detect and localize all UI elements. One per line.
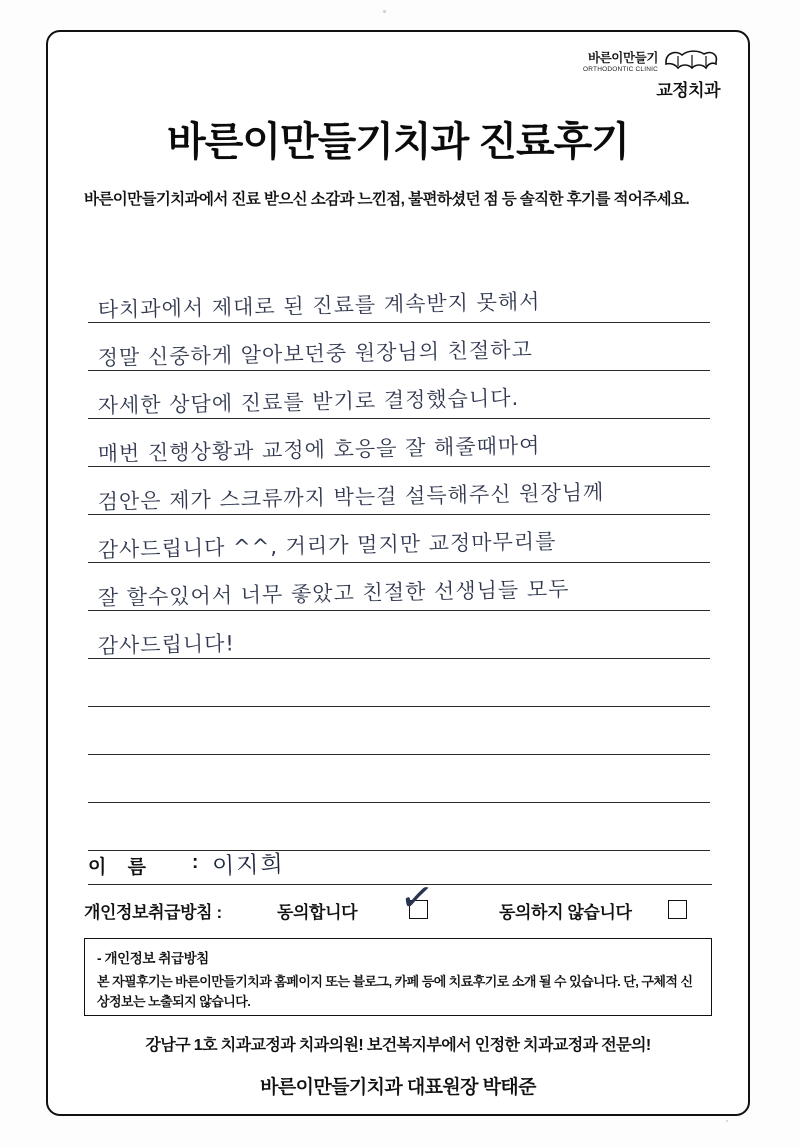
handwritten-line bbox=[98, 666, 710, 678]
handwriting-area bbox=[88, 280, 710, 820]
name-field bbox=[88, 850, 712, 884]
handwritten-line: 감사드립니다 ^^, 거리가 멀지만 교정마무리를 bbox=[97, 529, 557, 563]
handwritten-line bbox=[98, 810, 710, 822]
consent-label: 개인정보취급방침 : bbox=[84, 903, 222, 922]
teeth-logo-icon bbox=[662, 48, 720, 74]
privacy-policy-title: - 개인정보 취급방침 bbox=[97, 951, 209, 966]
footer-tagline: 강남구 1호 치과교정과 치과의원! 보건복지부에서 인정한 치과교정과 전문의! bbox=[145, 1037, 651, 1054]
handwritten-line: 잘 할수있어서 너무 좋았고 친절한 선생님들 모두 bbox=[97, 576, 570, 611]
instructions-text: 바른이만들기치과에서 진료 받으신 소감과 느낀점, 불편하셨던 점 등 솔직한 후기를 적어주세요. bbox=[84, 191, 690, 208]
handwritten-line: 정말 신중하게 알아보던중 원장님의 친절하고 bbox=[97, 337, 534, 371]
privacy-policy-box bbox=[84, 938, 712, 1016]
logo-brand-suffix: 교정치과 bbox=[656, 81, 720, 100]
handwritten-line bbox=[98, 714, 710, 726]
rule-line bbox=[88, 706, 710, 707]
handwritten-line: 자세한 상담에 진료를 받기로 결정했습니다. bbox=[97, 385, 520, 419]
page-title: 바른이만들기치과 진료후기 bbox=[167, 120, 629, 164]
consent-disagree-label: 동의하지 않습니다 bbox=[499, 903, 632, 922]
rule-line bbox=[88, 754, 710, 755]
logo-brand-kr: 바른이만들기 bbox=[587, 51, 658, 65]
clinic-logo bbox=[540, 46, 720, 100]
logo-brand-en: ORTHODONTIC CLINIC bbox=[583, 66, 658, 73]
handwritten-line: 타치과에서 제대로 된 진료를 계속받지 못해서 bbox=[97, 289, 541, 323]
check-icon: ✓ bbox=[396, 872, 437, 924]
rule-line bbox=[88, 802, 710, 803]
handwritten-line: 검안은 제가 스크류까지 박는걸 설득해주신 원장님께 bbox=[97, 480, 605, 515]
scan-speck bbox=[726, 1120, 728, 1122]
name-label: 이 름 bbox=[88, 857, 154, 878]
handwritten-line: 감사드립니다! bbox=[97, 631, 236, 659]
privacy-policy-body: 본 자필후기는 바른이만들기치과 홈페이지 또는 블로그, 카페 등에 치료후기로 소개 될 수 있습니다. 단, 구체적 신상정보는 노출되지 않습니다. bbox=[97, 974, 693, 1010]
name-colon: : bbox=[192, 852, 199, 873]
handwritten-line bbox=[98, 762, 710, 774]
consent-disagree-checkbox[interactable] bbox=[668, 900, 687, 919]
footer-signature: 바른이만들기치과 대표원장 박태준 bbox=[260, 1077, 536, 1098]
form-card bbox=[46, 30, 750, 1116]
consent-agree-label: 동의합니다 bbox=[277, 903, 358, 922]
scan-speck bbox=[383, 10, 386, 13]
name-underline bbox=[88, 884, 712, 885]
handwritten-line: 매번 진행상황과 교정에 호응을 잘 해줄때마여 bbox=[97, 433, 541, 467]
consent-row bbox=[84, 872, 714, 928]
name-value-handwritten: 이지희 bbox=[211, 851, 286, 880]
